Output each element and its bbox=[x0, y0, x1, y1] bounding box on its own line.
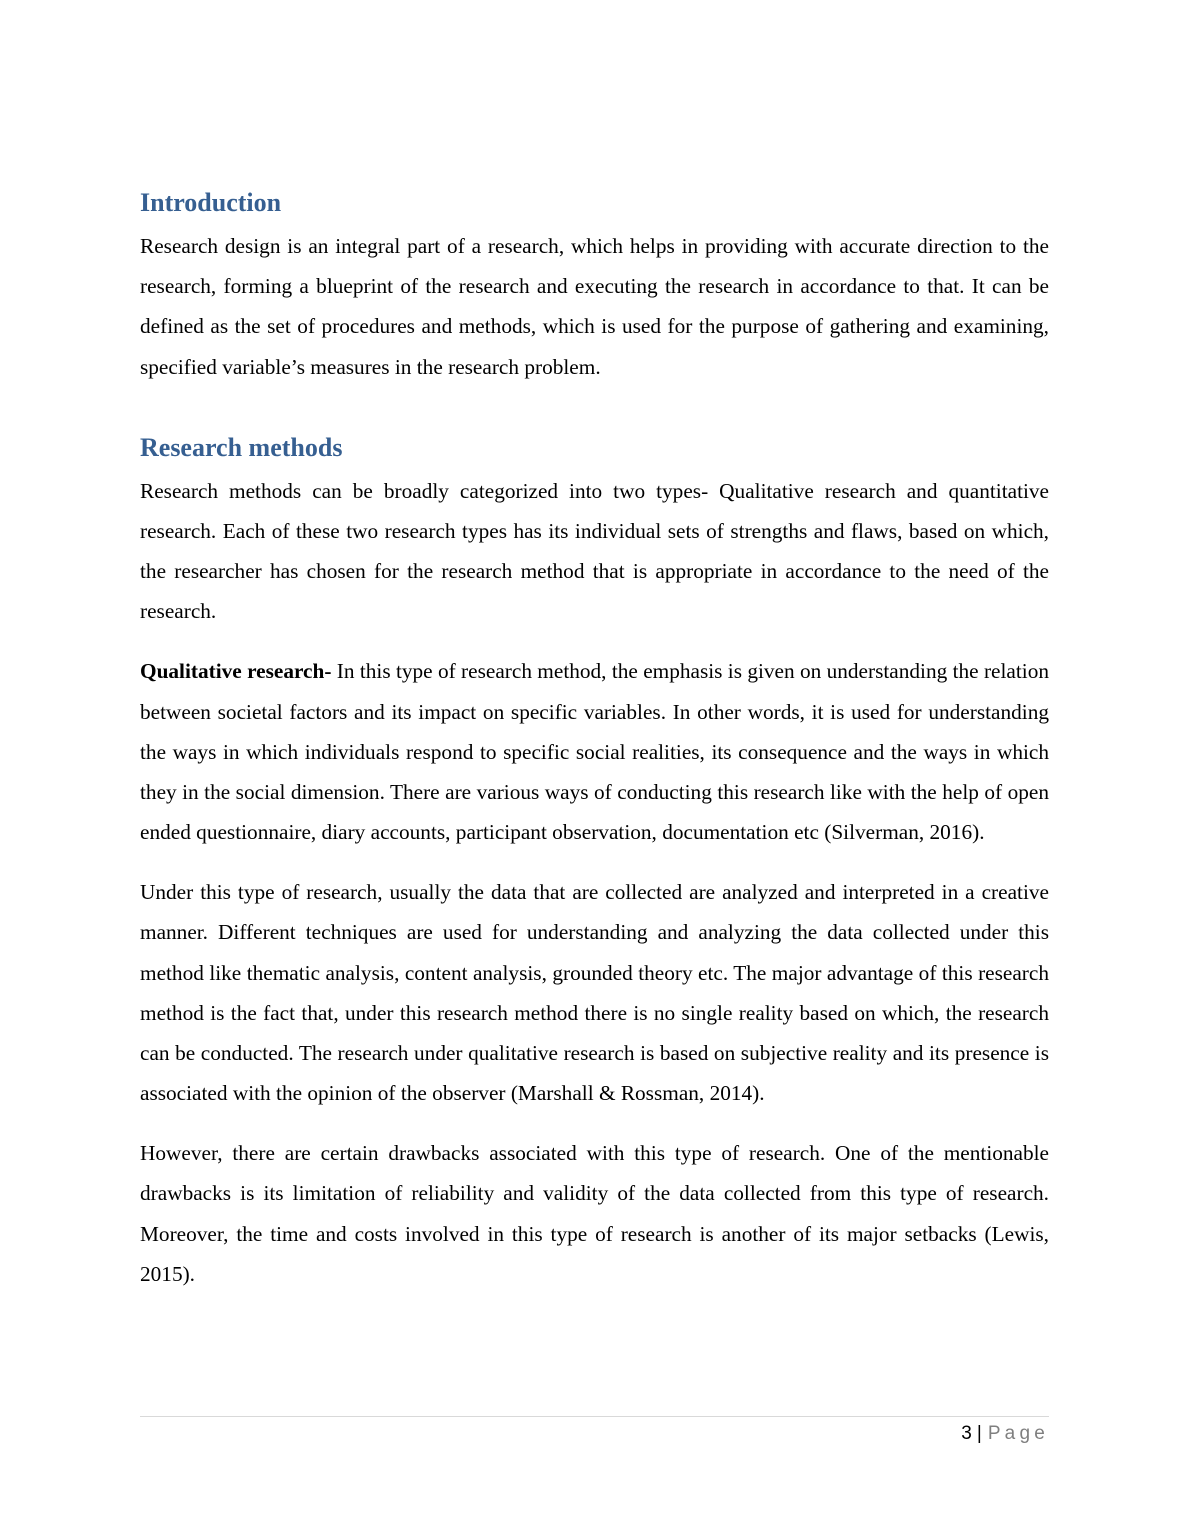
research-methods-intro-paragraph: Research methods can be broadly categorized into two types- Qualitative research and quantitative research. Each of these two research types has its individual sets of strengths and flaws, based on which, the researcher has chosen for the research method that is appropriate in accordance to the need of the research. bbox=[140, 478, 1049, 624]
page-body bbox=[140, 180, 1049, 1294]
heading-introduction: Introduction bbox=[140, 188, 282, 217]
introduction-paragraph: Research design is an integral part of a research, which helps in providing with accurate direction to the research, forming a blueprint of the research and executing the research in accordance to that. It can be defined as the set of procedures and methods, which is used for the purpose of gathering and examining, specified variable’s measures in the research problem. bbox=[140, 234, 1049, 379]
page-number-value: 3 bbox=[961, 1423, 972, 1444]
qualitative-research-term: Qualitative research- bbox=[140, 659, 332, 684]
qualitative-research-paragraph bbox=[140, 651, 1049, 852]
heading-research-methods: Research methods bbox=[140, 432, 343, 462]
page-number-separator: | bbox=[976, 1423, 982, 1444]
drawbacks-paragraph: However, there are certain drawbacks associated with this type of research. One of the mentionable drawbacks is its limitation of reliability and validity of the data collected from this type of research. Moreover, the time and costs involved in this type of research is another of its major setbacks (Lewis, 2015). bbox=[140, 1141, 1049, 1286]
qualitative-research-text: In this type of research method, the emphasis is given on understanding the relation between societal factors and its impact on specific variables. In other words, it is used for understanding the ways in which individuals respond to specific social realities, its consequence and the ways in which they in the social dimension. There are various ways of conducting this research like with the help of open ended questionnaire, diary accounts, participant observation, documentation etc (Silverman, 2016). bbox=[140, 659, 1049, 845]
page-number bbox=[140, 1422, 1049, 1446]
footer-divider bbox=[140, 1416, 1049, 1417]
page-label: Page bbox=[987, 1423, 1049, 1444]
page-footer bbox=[140, 1416, 1049, 1446]
data-analysis-paragraph: Under this type of research, usually the data that are collected are analyzed and interpreted in a creative manner. Different techniques are used for understanding and analyzing the data collected under this method like thematic analysis, content analysis, grounded theory etc. The major advantage of this research method is the fact that, under this research method there is no single reality based on which, the research can be conducted. The research under qualitative research is based on subjective reality and its presence is associated with the opinion of the observer (Marshall & Rossman, 2014). bbox=[140, 880, 1049, 1106]
